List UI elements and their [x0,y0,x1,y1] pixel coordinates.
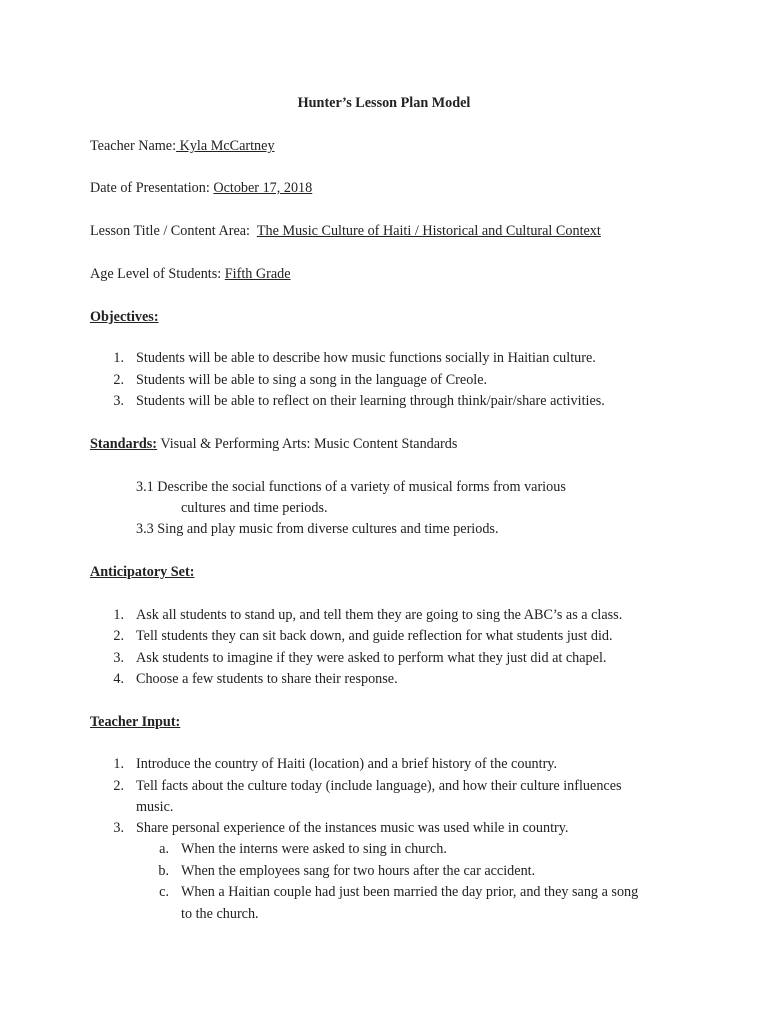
list-item-text-continued: music. [136,799,174,815]
list-item-text: Introduce the country of Haiti (location) and a brief history of the country. [136,756,558,772]
list-number: 4. [113,671,124,687]
sub-list-item-text: When a Haitian couple had just been married the day prior, and they sang a song [181,884,639,900]
list-number: 3. [113,650,124,666]
standards-line [90,436,457,453]
standards-heading: Standards: [90,436,158,452]
sub-list-item-text: When the interns were asked to sing in church. [181,841,447,857]
sub-list-letter: a. [159,841,169,857]
list-number: 3. [113,393,124,409]
age-level-value: Fifth Grade [224,266,291,282]
standard-3-3: 3.3 Sing and play music from diverse cultures and time periods. [136,521,499,537]
age-level-line [90,266,291,283]
list-item-text: Students will be able to reflect on their learning through think/pair/share activities. [136,393,605,409]
list-item-text: Ask all students to stand up, and tell them they are going to sing the ABC’s as a class. [136,607,623,623]
teacher-name-line [90,138,275,155]
list-number: 1. [113,607,124,623]
lesson-title-value: The Music Culture of Haiti / Historical and Cultural Context [256,223,601,239]
anticipatory-set-heading: Anticipatory Set: [90,564,195,580]
teacher-name-value: Kyla McCartney [176,138,275,154]
date-label: Date of Presentation: [90,180,210,196]
list-item-text: Tell facts about the culture today (include language), and how their culture influences [136,778,622,794]
teacher-input-heading: Teacher Input: [90,714,181,730]
list-number: 2. [113,778,124,794]
list-item-text: Share personal experience of the instances music was used while in country. [136,820,569,836]
standard-3-1-line1: 3.1 Describe the social functions of a variety of musical forms from various [136,479,566,495]
document-title: Hunter’s Lesson Plan Model [297,95,471,111]
sub-list-letter: b. [158,863,169,879]
sub-list-item-text: When the employees sang for two hours after the car accident. [181,863,536,879]
lesson-title-line [90,223,601,240]
list-number: 1. [113,756,124,772]
standard-3-1-line2: cultures and time periods. [181,500,328,516]
standards-text: Visual & Performing Arts: Music Content Standards [160,436,458,452]
date-value: October 17, 2018 [213,180,313,196]
list-item-text: Choose a few students to share their response. [136,671,398,687]
age-level-label: Age Level of Students: [90,266,222,282]
lesson-title-label: Lesson Title / Content Area: [90,223,251,239]
objectives-heading: Objectives: [90,309,159,325]
list-item-text: Students will be able to describe how music functions socially in Haitian culture. [136,350,596,366]
list-number: 2. [113,628,124,644]
list-number: 2. [113,372,124,388]
sub-list-item-text-continued: to the church. [181,906,259,922]
list-item-text: Ask students to imagine if they were asked to perform what they just did at chapel. [136,650,607,666]
list-item-text: Tell students they can sit back down, and guide reflection for what students just did. [136,628,613,644]
teacher-name-label: Teacher Name: [90,138,177,154]
date-line [90,180,312,197]
list-number: 1. [113,350,124,366]
sub-list-letter: c. [159,884,169,900]
list-number: 3. [113,820,124,836]
list-item-text: Students will be able to sing a song in the language of Creole. [136,372,488,388]
